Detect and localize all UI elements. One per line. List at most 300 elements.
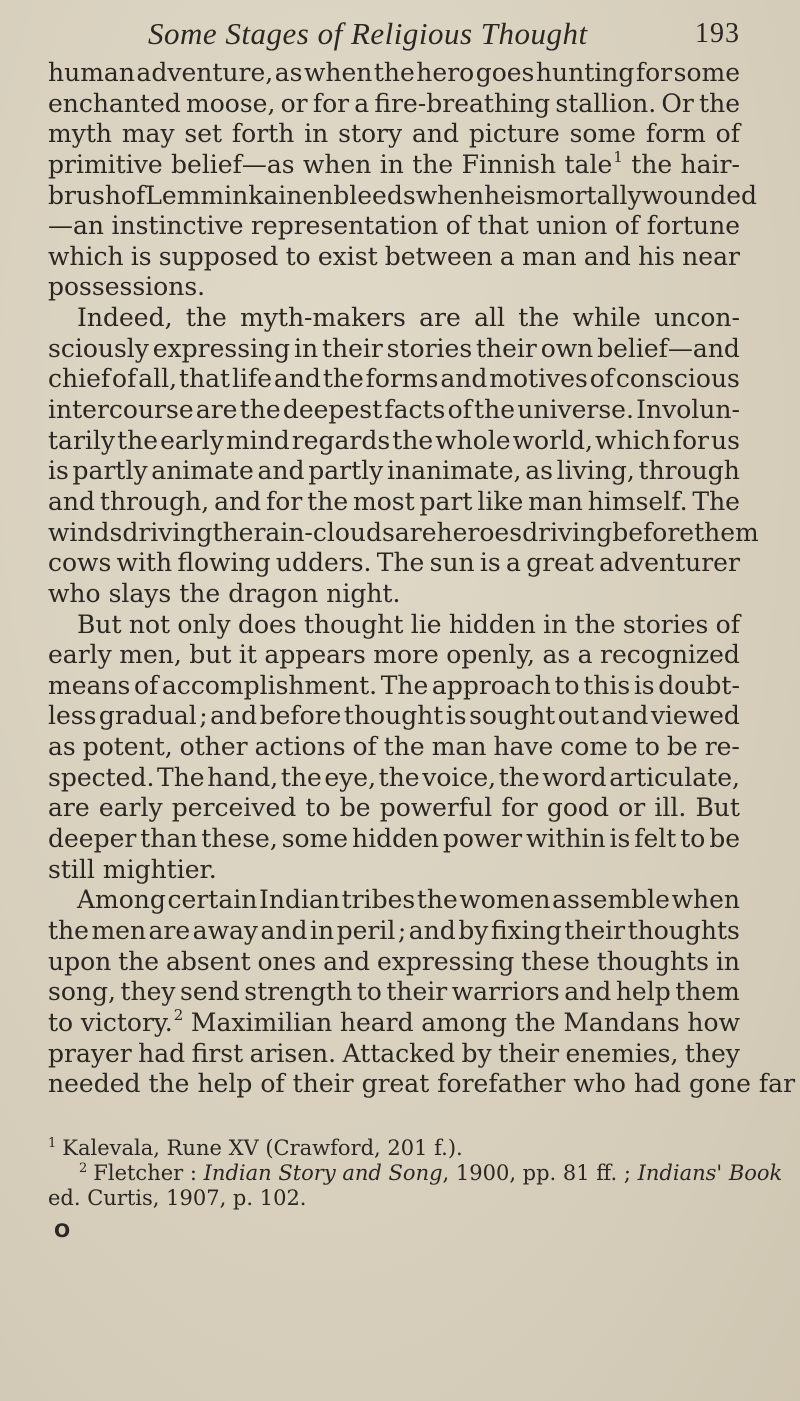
word: to (285, 241, 311, 271)
word: stallion. (555, 88, 657, 118)
running-head (138, 16, 740, 52)
word: his (638, 241, 675, 271)
word: the (518, 303, 560, 333)
word: us (711, 425, 740, 455)
text-line (48, 272, 740, 303)
word: early (160, 425, 224, 455)
word: like (477, 486, 524, 516)
word: he (484, 180, 515, 210)
word: for (672, 425, 709, 455)
word: But (695, 793, 740, 823)
word: send (180, 977, 240, 1007)
word: of (112, 364, 137, 394)
word: assemble (552, 885, 670, 915)
word: ill. (654, 793, 687, 823)
word: some (569, 119, 636, 149)
word: partly (72, 456, 148, 486)
word: approach (431, 670, 551, 700)
word: thoughts (627, 915, 740, 945)
word: story (338, 119, 403, 149)
word: life (231, 364, 273, 394)
word: in (543, 609, 568, 639)
word: the (48, 915, 89, 945)
text-line (48, 855, 740, 886)
word: in (294, 333, 319, 363)
word: facts (384, 395, 446, 425)
word: absent (165, 946, 251, 976)
word: representation (250, 211, 439, 241)
word: the (383, 732, 425, 762)
word: which (48, 241, 124, 271)
word: the (280, 762, 322, 792)
word: heroes (436, 517, 523, 547)
footnote-text: Kalevala, Rune XV (Crawford, 201 f.). (62, 1136, 463, 1160)
word: myth-makers (240, 303, 406, 333)
text-line (48, 456, 740, 487)
running-title: Some Stages of Religious Thought (148, 16, 588, 51)
text-line (48, 303, 740, 334)
word: appears (264, 640, 366, 670)
text-line (48, 147, 740, 181)
word: the (412, 149, 454, 179)
word: hand, (207, 762, 279, 792)
word: myth (48, 119, 112, 149)
word: still (48, 854, 95, 884)
word: hidden (448, 609, 536, 639)
word: hero (416, 58, 475, 87)
footnote-work-title: Indians' Book (637, 1161, 783, 1185)
word: the (574, 609, 616, 639)
word: thought (343, 701, 444, 731)
word: some (673, 58, 740, 87)
word: upon (48, 946, 112, 976)
word: when (303, 58, 373, 87)
word: power (442, 824, 523, 854)
word: is (445, 701, 467, 731)
word: when (302, 149, 372, 179)
word: human (48, 58, 135, 87)
word: tale$^1$ (564, 147, 623, 179)
word: their (321, 333, 383, 363)
word: of (352, 732, 377, 762)
word: potent, (82, 732, 173, 762)
word: the (179, 578, 221, 608)
text-line (48, 579, 740, 610)
word: re- (704, 732, 740, 762)
word: Among (77, 885, 166, 915)
word: exist (317, 241, 378, 271)
word: enchanted (48, 88, 181, 118)
word: the (373, 58, 415, 87)
text-line (48, 487, 740, 518)
word: by (458, 915, 489, 945)
word: of (447, 395, 472, 425)
word: when (415, 180, 485, 210)
word: be (709, 824, 740, 854)
word: to (305, 793, 331, 823)
word: and (273, 364, 321, 394)
word: them (675, 977, 740, 1007)
word: ones (257, 946, 317, 976)
word: to (680, 824, 706, 854)
word: near (682, 241, 740, 271)
footnote-text: ed. Curtis, 1907, p. 102. (48, 1186, 307, 1210)
word: in (379, 149, 404, 179)
word: inanimate, (386, 456, 522, 486)
word: are (195, 395, 238, 425)
word: ; (397, 915, 407, 945)
word: who (573, 1069, 626, 1099)
text-line (48, 426, 740, 457)
footnote-1 (48, 1136, 740, 1161)
word: conscious (615, 364, 740, 394)
word: does (237, 609, 297, 639)
word: set (184, 119, 223, 149)
word: word (542, 762, 607, 792)
word: which (595, 425, 671, 455)
word: tarily (48, 425, 116, 455)
word: animate (151, 456, 254, 486)
word: and (411, 119, 459, 149)
word: men, (119, 640, 182, 670)
word: thought (303, 609, 404, 639)
word: the (699, 88, 740, 118)
word: hidden (351, 824, 439, 854)
text-line (48, 548, 740, 579)
word: than (140, 824, 198, 854)
word: of (614, 211, 640, 241)
word: cows (48, 548, 112, 578)
word: of (445, 211, 471, 241)
word: and (257, 456, 305, 486)
word: the (416, 885, 458, 915)
text-line (48, 763, 740, 794)
word: Or (661, 88, 694, 118)
word: but (189, 640, 232, 670)
word: needed (48, 1069, 141, 1099)
word: the (239, 395, 281, 425)
word: and (48, 486, 96, 516)
text-line (48, 211, 740, 242)
signature-mark: O (54, 1220, 71, 1242)
word: of (715, 119, 740, 149)
word: gradual (98, 701, 197, 731)
word: Maximilian (190, 1007, 333, 1037)
word: for (501, 793, 538, 823)
word: song, (48, 977, 116, 1007)
word: lie (410, 609, 442, 639)
word: this (583, 670, 631, 700)
word: The (376, 548, 425, 578)
text-line (48, 364, 740, 395)
text-line (48, 180, 758, 212)
word: in (304, 119, 329, 149)
word: mightier. (102, 854, 217, 884)
word: whole (435, 425, 511, 455)
word: udders. (275, 548, 372, 578)
word: who (48, 578, 101, 608)
word: goes (475, 58, 535, 87)
word: winds (48, 517, 123, 547)
word: the (117, 425, 159, 455)
word: and (583, 241, 631, 271)
word: fire-breathing (374, 88, 551, 118)
word: help (615, 977, 671, 1007)
word: part (419, 486, 473, 516)
word: fixing (490, 915, 562, 945)
text-line (48, 916, 740, 947)
word: and (408, 915, 456, 945)
word: is (609, 824, 631, 854)
word: peril (336, 915, 396, 945)
word: and (323, 946, 371, 976)
word: actions (254, 732, 346, 762)
text-line (48, 119, 740, 150)
word: great (526, 548, 594, 578)
word: belief—and (597, 333, 740, 363)
word: the (118, 946, 160, 976)
word: felt (634, 824, 677, 854)
word: of (133, 670, 159, 700)
word: good (546, 793, 609, 823)
word: their (564, 915, 626, 945)
word: is (479, 548, 501, 578)
word: slays (108, 578, 172, 608)
word: The (380, 670, 429, 700)
word: of (715, 609, 740, 639)
word: as (542, 640, 571, 670)
word: is (515, 180, 536, 210)
word: expressing (377, 946, 515, 976)
word: a (354, 88, 370, 118)
word: living, (556, 456, 635, 486)
word: the (307, 486, 349, 516)
word: not (128, 609, 171, 639)
text-line (48, 885, 740, 916)
word: The (692, 486, 740, 516)
word: sun (429, 548, 475, 578)
word: possessions. (48, 272, 206, 302)
word: had (138, 1038, 186, 1068)
word: all, (138, 364, 178, 394)
word: recognized (600, 640, 740, 670)
word: and (260, 915, 308, 945)
text-line (48, 824, 740, 855)
word: own (540, 333, 594, 363)
footnote-mark: 1 (48, 1136, 57, 1151)
word: the (631, 149, 673, 179)
word: the (392, 425, 434, 455)
footnote-reference: 2 (173, 1005, 184, 1024)
word: chief (48, 364, 111, 394)
word: all (474, 303, 505, 333)
word: enemies, (565, 1038, 679, 1068)
word: The (157, 762, 205, 792)
word: to (356, 977, 382, 1007)
word: of (260, 1069, 285, 1099)
word: stories (622, 609, 709, 639)
word: sciously (48, 333, 149, 363)
word: the (514, 1007, 556, 1037)
word: man (521, 241, 577, 271)
word: gone (688, 1069, 751, 1099)
footnote-citation: , 1900, pp. 81 ff. ; (442, 1161, 638, 1185)
text-line (48, 517, 759, 549)
word: —an (48, 211, 105, 241)
word: deeper (48, 824, 137, 854)
text-line (48, 1005, 740, 1039)
page-number: 193 (695, 18, 740, 49)
word: they (120, 977, 176, 1007)
word: brush (48, 180, 121, 210)
word: and (440, 364, 488, 394)
word: bleeds (333, 180, 416, 210)
word: world, (512, 425, 593, 455)
word: means (48, 670, 131, 700)
word: are (48, 793, 90, 823)
text-line (48, 610, 740, 641)
word: is (633, 670, 655, 700)
word: first (191, 1038, 244, 1068)
word: it (238, 640, 257, 670)
word: mind (225, 425, 290, 455)
word: their (498, 1038, 560, 1068)
word: as (525, 456, 553, 486)
word: a (577, 640, 593, 670)
word: thoughts (596, 946, 709, 976)
footnote-2 (48, 1161, 783, 1186)
word: uncon- (654, 303, 740, 333)
body-text (48, 58, 796, 1100)
word: viewed (650, 701, 740, 731)
word: voice, (422, 762, 497, 792)
word: night. (326, 578, 401, 608)
word: of (589, 364, 615, 394)
word: belief—as (171, 149, 295, 179)
word: for (635, 58, 673, 87)
word: tribes (341, 885, 416, 915)
word: motives (489, 364, 588, 394)
word: the (148, 1069, 190, 1099)
word: Involun- (636, 395, 740, 425)
word: strength (244, 977, 353, 1007)
word: the (378, 762, 420, 792)
word: wounded (641, 180, 758, 210)
word: intercourse (48, 395, 194, 425)
text-line (48, 395, 740, 426)
word: regards (291, 425, 391, 455)
word: most (353, 486, 415, 516)
word: supposed (158, 241, 279, 271)
word: forth (231, 119, 295, 149)
word: their (386, 977, 448, 1007)
text-line (48, 58, 740, 89)
word: help (197, 1069, 253, 1099)
text-line (48, 242, 740, 273)
word: or (618, 793, 646, 823)
text-line (48, 334, 740, 365)
word: their (292, 1069, 354, 1099)
word: warriors (451, 977, 560, 1007)
word: articulate, (609, 762, 740, 792)
footnote-2-continued (48, 1186, 740, 1211)
footnotes (48, 1136, 783, 1211)
word: women (459, 885, 551, 915)
word: away (192, 915, 259, 945)
word: far (758, 1069, 796, 1099)
word: partly (308, 456, 384, 486)
word: may (121, 119, 175, 149)
word: how (687, 1007, 740, 1037)
text-line (48, 1069, 796, 1100)
word: heard (339, 1007, 414, 1037)
word: before (612, 517, 695, 547)
word: before (259, 701, 342, 731)
word: ; (199, 701, 208, 731)
word: universe. (517, 395, 634, 425)
word: among (421, 1007, 508, 1037)
word: early (48, 640, 112, 670)
word: these (521, 946, 590, 976)
word: Lemminkainen (145, 180, 334, 210)
word: some (281, 824, 349, 854)
word: adventurer (599, 548, 740, 578)
word: eye, (324, 762, 377, 792)
text-line (48, 671, 740, 702)
word: perceived (171, 793, 297, 823)
footnote-mark: 2 (79, 1161, 88, 1176)
word: is (130, 241, 152, 271)
footnote-reference: 1 (613, 147, 623, 166)
word: stories (386, 333, 473, 363)
word: hunting (535, 58, 635, 87)
word: a (499, 241, 515, 271)
text-line (48, 947, 740, 978)
word: come (560, 732, 628, 762)
text-line (48, 640, 740, 671)
word: picture (468, 119, 560, 149)
word: in (715, 946, 740, 976)
word: rain-clouds (253, 517, 395, 547)
word: dragon (228, 578, 319, 608)
word: mortally (535, 180, 642, 210)
word: of (121, 180, 146, 210)
footnote-work-title: Indian Story and Song (203, 1161, 443, 1185)
word: man (528, 486, 583, 516)
word: the (185, 303, 227, 333)
word: out (557, 701, 599, 731)
word: had (633, 1069, 681, 1099)
word: Attacked (342, 1038, 456, 1068)
text-line (48, 1039, 740, 1070)
word: instinctive (111, 211, 244, 241)
word: powerful (379, 793, 493, 823)
text-line (48, 732, 740, 763)
word: men (91, 915, 147, 945)
word: these, (201, 824, 278, 854)
word: are (394, 517, 437, 547)
footnote-author: Fletcher : (93, 1161, 204, 1185)
word: between (384, 241, 493, 271)
word: man (431, 732, 487, 762)
text-line (48, 89, 740, 120)
word: to (48, 1007, 74, 1037)
word: forefather (437, 1069, 566, 1099)
word: that (477, 211, 529, 241)
word: through, (99, 486, 210, 516)
word: through (638, 456, 740, 486)
word: them (694, 517, 759, 547)
